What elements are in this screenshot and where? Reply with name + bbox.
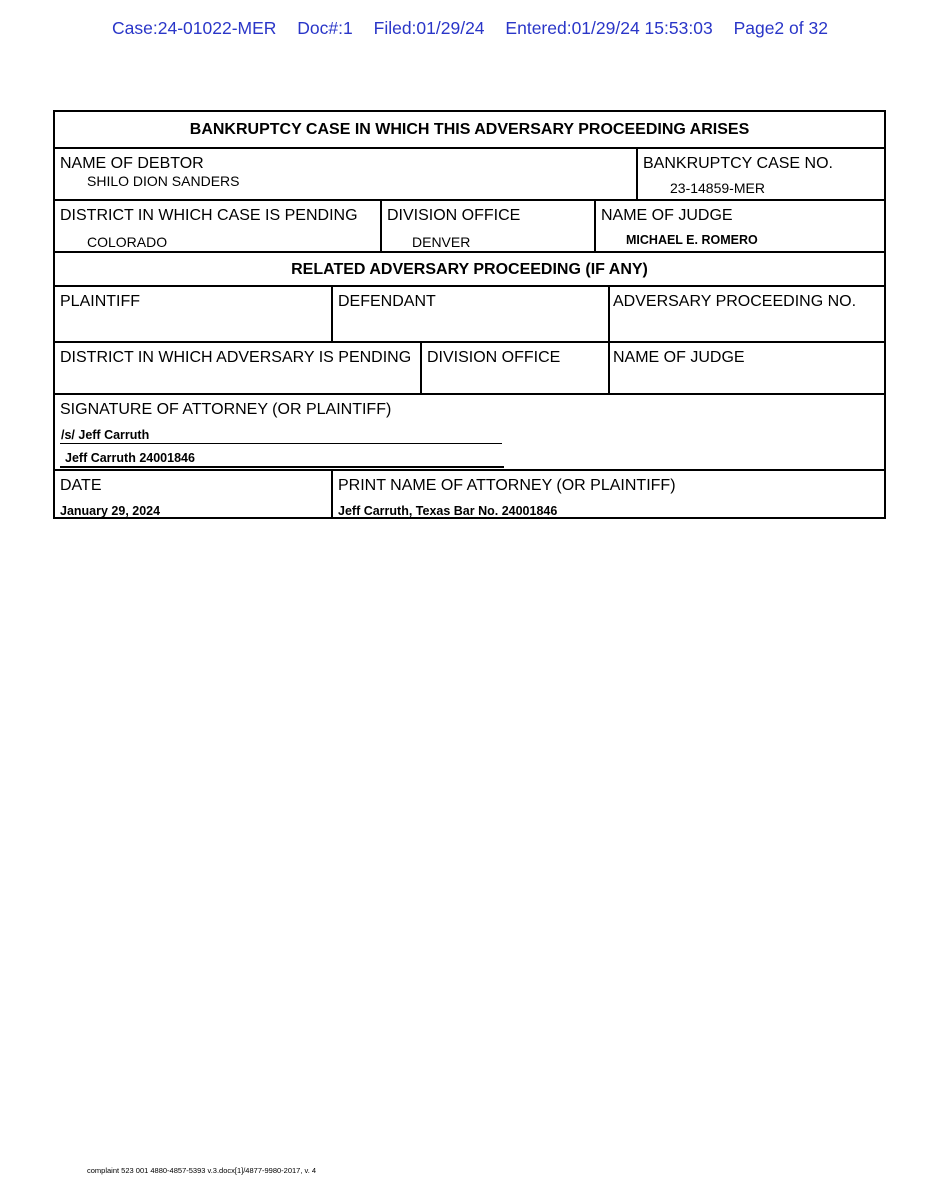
defendant-label: DEFENDANT: [338, 293, 436, 310]
signature-value: /s/ Jeff Carruth: [61, 428, 150, 442]
entered-date: Entered:01/29/24 15:53:03: [505, 18, 713, 38]
signature-name: Jeff Carruth 24001846: [65, 451, 195, 465]
judge-value: MICHAEL E. ROMERO: [626, 233, 758, 247]
division-value: DENVER: [412, 234, 471, 250]
name-line: [60, 466, 504, 468]
case-no-value: 23-14859-MER: [670, 180, 765, 196]
adv-judge-label: NAME OF JUDGE: [613, 349, 745, 366]
date-value: January 29, 2024: [60, 504, 161, 518]
debtor-row: [55, 149, 884, 201]
plaintiff-label: PLAINTIFF: [60, 293, 141, 310]
debtor-cell: [55, 149, 638, 199]
district-cell: [55, 201, 382, 251]
signature-row: [55, 395, 884, 471]
parties-row: [55, 287, 884, 343]
print-name-value: Jeff Carruth, Texas Bar No. 24001846: [338, 504, 558, 518]
division-label: DIVISION OFFICE: [387, 207, 521, 224]
case-number: Case:24-01022-MER: [112, 18, 277, 38]
filed-date: Filed:01/29/24: [373, 18, 485, 38]
division-cell: [382, 201, 596, 251]
date-row: [55, 471, 884, 517]
case-no-label: BANKRUPTCY CASE NO.: [643, 155, 833, 172]
cover-sheet-form: [53, 110, 886, 519]
date-label: DATE: [60, 477, 102, 494]
case-header: [0, 18, 940, 39]
print-name-cell: [333, 471, 884, 517]
judge-cell: [596, 201, 884, 251]
adv-no-label: ADVERSARY PROCEEDING NO.: [613, 293, 857, 310]
adv-no-cell: [610, 287, 884, 341]
related-heading-row: [55, 253, 884, 287]
plaintiff-cell: [55, 287, 333, 341]
debtor-label: NAME OF DEBTOR: [60, 155, 204, 172]
district-label: DISTRICT IN WHICH CASE IS PENDING: [60, 207, 358, 224]
district-value: COLORADO: [87, 234, 168, 250]
signature-label: SIGNATURE OF ATTORNEY (OR PLAINTIFF): [60, 401, 392, 418]
signature-line: [60, 443, 502, 444]
print-name-label: PRINT NAME OF ATTORNEY (OR PLAINTIFF): [338, 477, 676, 494]
adv-district-label: DISTRICT IN WHICH ADVERSARY IS PENDING: [60, 349, 412, 366]
doc-number: Doc#:1: [297, 18, 353, 38]
date-cell: [55, 471, 333, 517]
district-row: [55, 201, 884, 253]
adv-judge-cell: [610, 343, 884, 393]
adv-district-cell: [55, 343, 422, 393]
judge-label: NAME OF JUDGE: [601, 207, 733, 224]
defendant-cell: [333, 287, 610, 341]
document-footer: complaint 523 001 4880-4857-5393 v.3.docx[1]/4877-9980-2017, v. 4: [87, 1166, 317, 1175]
debtor-value: SHILO DION SANDERS: [87, 173, 240, 189]
related-heading: RELATED ADVERSARY PROCEEDING (IF ANY): [291, 261, 648, 278]
adv-division-cell: [422, 343, 610, 393]
form-title: BANKRUPTCY CASE IN WHICH THIS ADVERSARY PROCEEDING ARISES: [189, 121, 750, 138]
adv-division-label: DIVISION OFFICE: [427, 349, 561, 366]
page-number: Page2 of 32: [733, 18, 828, 38]
form-title-row: [55, 112, 884, 149]
adv-district-row: [55, 343, 884, 395]
case-no-cell: [638, 149, 884, 199]
